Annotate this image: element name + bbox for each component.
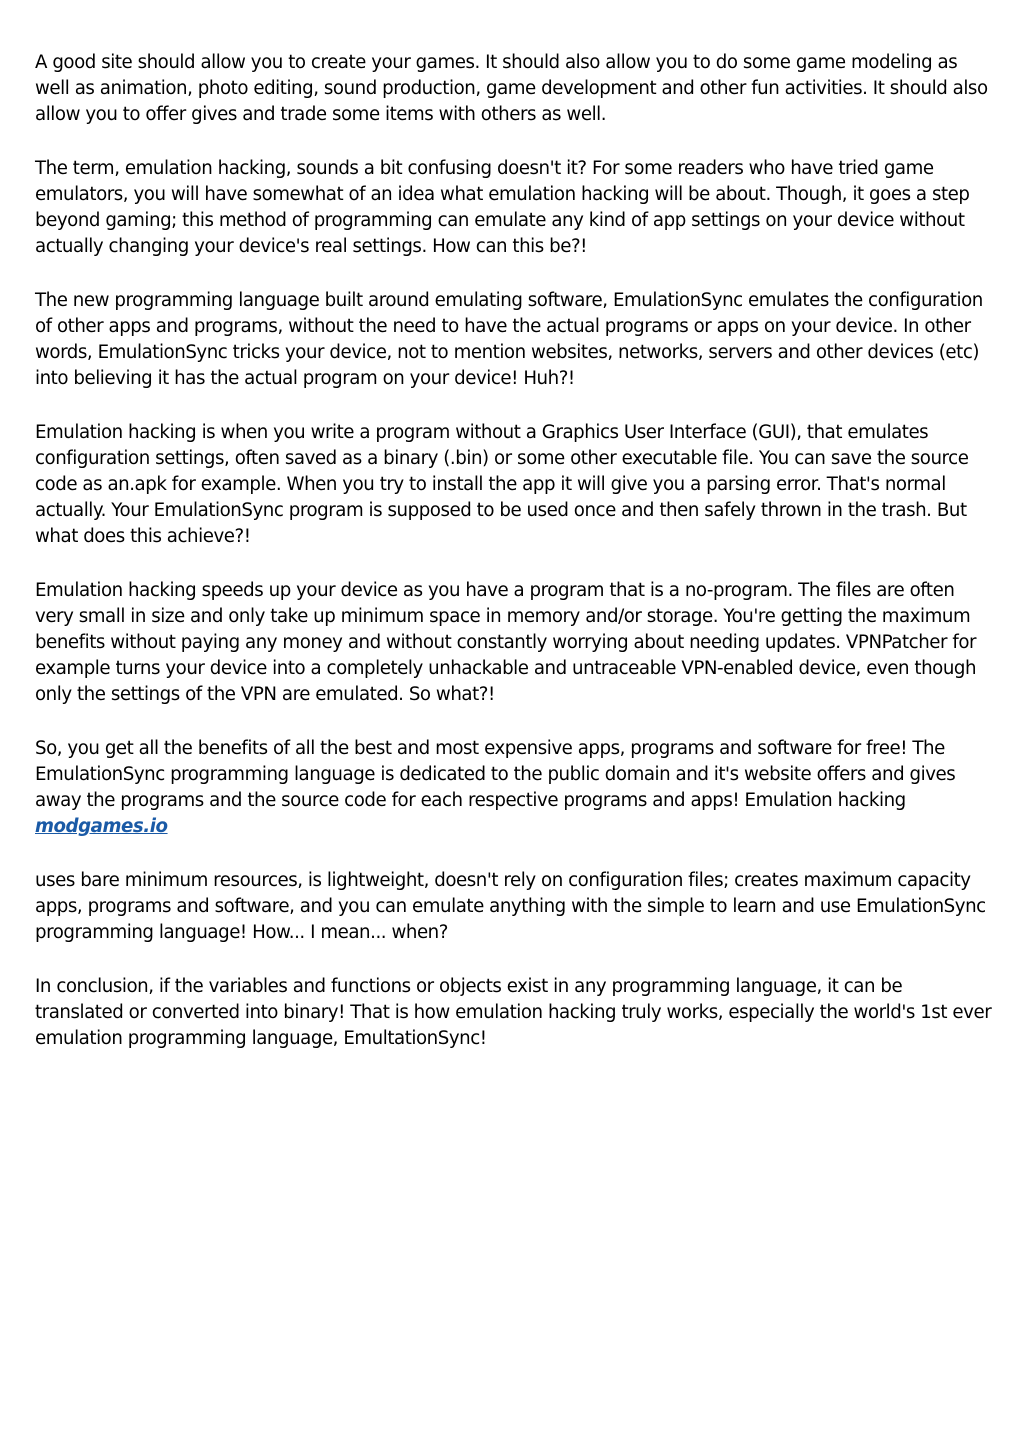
paragraph-8: In conclusion, if the variables and functions or objects exist in any programming language, it can be translated or converted into binary! That is how emulation hacking truly works, especially the world's 1st ever emulation programming language, EmultationSync!: [35, 976, 992, 1049]
paragraph-7: uses bare minimum resources, is lightweight, doesn't rely on configuration files; creates maximum capacity apps, programs and software, and you can emulate anything with the simple to learn and use EmulationSync programming language! How... I mean... when?: [35, 870, 986, 943]
paragraph-2: The term, emulation hacking, sounds a bit confusing doesn't it? For some readers who have tried game emulators, you will have somewhat of an idea what emulation hacking will be about. Though, it goes a step beyond gaming; this method of programming can emulate any kind of app settings on your device without actually changing your device's real settings. How can this be?!: [35, 158, 970, 257]
document-body: [35, 50, 995, 1080]
paragraph-4: Emulation hacking is when you write a program without a Graphics User Interface (GUI), that emulates configuration settings, often saved as a binary (.bin) or some other executable file. You can save the source code as an.apk for example. When you try to install the app it will give you a parsing error. That's normal actually. Your EmulationSync program is supposed to be used once and then safely thrown in the trash. But what does this achieve?!: [35, 422, 969, 547]
modgames-link[interactable]: modgames.io: [35, 816, 168, 837]
paragraph-6: [35, 736, 995, 840]
paragraph-3: The new programming language built around emulating software, EmulationSync emulates the configuration of other apps and programs, without the need to have the actual programs or apps on your device. In other words, EmulationSync tricks your device, not to mention websites, networks, servers and other devices (etc) into believing it has the actual program on your device! Huh?!: [35, 290, 983, 389]
paragraph-5: Emulation hacking speeds up your device as you have a program that is a no-program. The files are often very small in size and only take up minimum space in memory and/or storage. You're getting the maximum benefits without paying any money and without constantly worrying about needing updates. VPNPatcher for example turns your device into a completely unhackable and untraceable VPN-enabled device, even though only the settings of the VPN are emulated. So what?!: [35, 580, 977, 705]
paragraph-1: A good site should allow you to create your games. It should also allow you to do some game modeling as well as animation, photo editing, sound production, game development and other fun activities. It should also allow you to offer gives and trade some items with others as well.: [35, 52, 988, 125]
paragraph-6-text: So, you get all the benefits of all the best and most expensive apps, programs and software for free! The EmulationSync programming language is dedicated to the public domain and it's website offers and gives away the programs and the source code for each respective programs and apps! Emulation hacking: [35, 738, 956, 811]
